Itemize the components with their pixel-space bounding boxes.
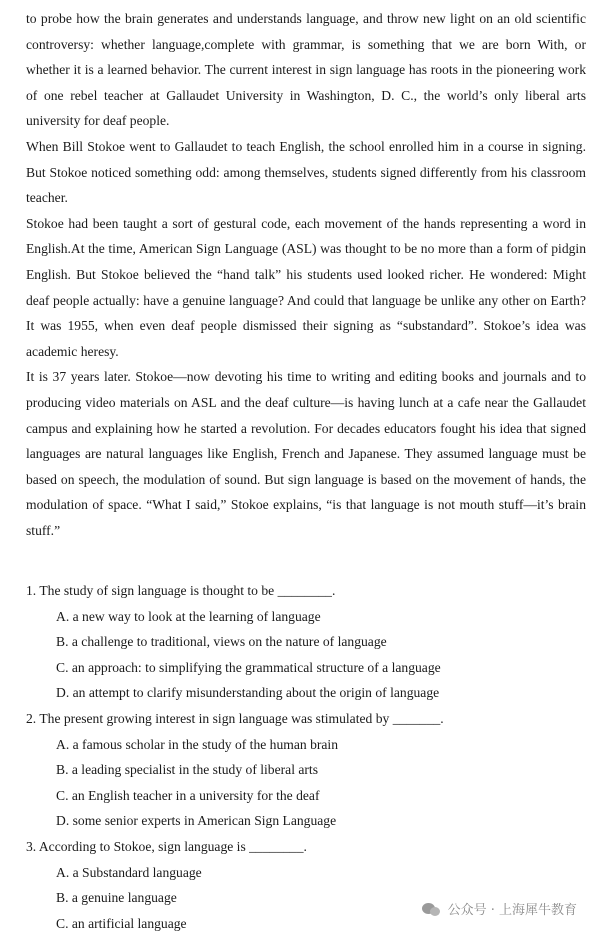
question-3 (26, 834, 586, 936)
watermark-text: 公众号 · 上海犀牛教育 (447, 903, 577, 918)
question-stem: 3. According to Stokoe, sign language is ________. (26, 838, 307, 854)
option-c: C. an artificial language (56, 915, 187, 931)
question-stem: 2. The present growing interest in sign language was stimulated by _______. (26, 710, 444, 726)
question-2 (26, 706, 586, 834)
passage (26, 6, 586, 543)
question-1 (26, 578, 586, 706)
passage-paragraph: When Bill Stokoe went to Gallaudet to teach English, the school enrolled him in a course in signing. But Stokoe noticed something odd: among themselves, students signed differently from his classroom teacher. (26, 138, 586, 206)
watermark (418, 897, 581, 920)
option-a: A. a famous scholar in the study of the human brain (56, 736, 339, 752)
option-c: C. an approach: to simplifying the grammatical structure of a language (56, 659, 441, 675)
option-c: C. an English teacher in a university for the deaf (56, 787, 320, 803)
option-d: D. an attempt to clarify misunderstanding about the origin of language (56, 685, 440, 701)
wechat-icon (422, 901, 442, 917)
question-list (26, 578, 586, 936)
option-d: D. some senior experts in American Sign Language (56, 813, 337, 829)
option-a: A. a new way to look at the learning of language (56, 608, 321, 624)
option-a: A. a Substandard language (56, 864, 202, 880)
question-stem: 1. The study of sign language is thought to be ________. (26, 583, 336, 598)
option-b: B. a genuine language (56, 890, 177, 906)
option-b: B. a challenge to traditional, views on the nature of language (56, 634, 387, 650)
passage-paragraph: to probe how the brain generates and understands language, and throw new light on an old scientific controversy: whether language,complete with grammar, is something that we are born With, or whether it is a learned behavior. The current interest in sign language has roots in the pioneering work of one rebel teacher at Gallaudet University in Washington, D. C., the world’s only liberal arts university for deaf people. (26, 11, 586, 129)
passage-paragraph: Stokoe had been taught a sort of gestural code, each movement of the hands representing a word in English.At the time, American Sign Language (ASL) was thought to be no more than a form of pidgin English. But Stokoe believed the “hand talk” his students used looked richer. He wondered: Might deaf people actually: have a genuine language? And could that language be unlike any other on Earth? It was 1955, when even deaf people dismissed their signing as “substandard”. Stokoe’s idea was academic heresy. (26, 215, 586, 359)
option-b: B. a leading specialist in the study of liberal arts (56, 762, 318, 778)
passage-paragraph: It is 37 years later. Stokoe—now devoting his time to writing and editing books and journals and to producing video materials on ASL and the deaf culture—is having lunch at a cafe near the Gallaudet campus and explaining how he started a revolution. For decades educators fought his idea that signed languages are natural languages like English, French and Japanese. They assumed language must be based on speech, the modulation of sound. But sign language is based on the movement of hands, the modulation of space. “What I said,” Stokoe explains, “is that language is not mouth stuff—it’s brain stuff.” (26, 369, 586, 538)
